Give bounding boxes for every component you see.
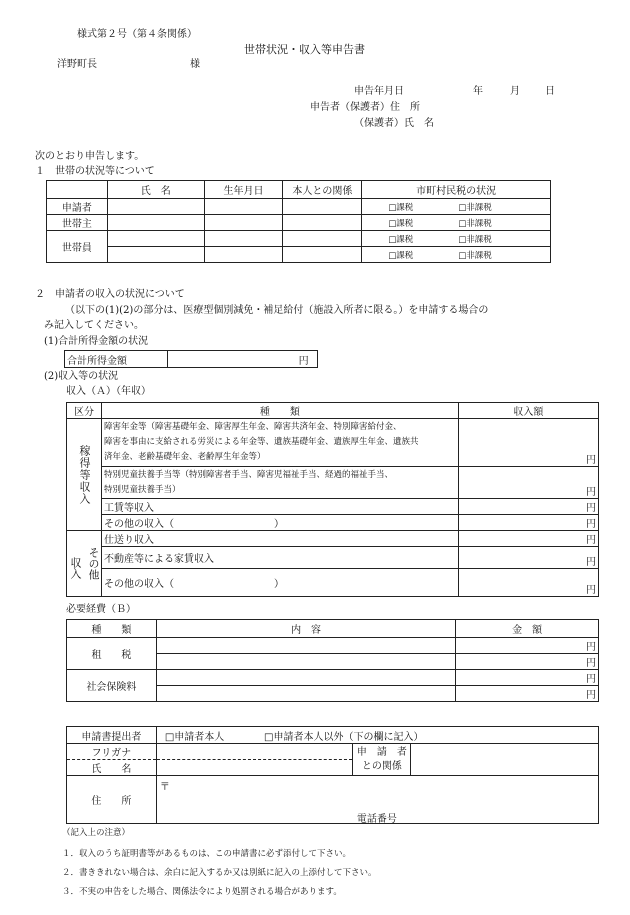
col-tax-status: 市町村民税の状況 bbox=[362, 181, 551, 199]
yen-unit: 円 bbox=[586, 519, 596, 530]
wages-label: 工賃等収入 bbox=[102, 499, 459, 515]
submitter-self-checkbox[interactable]: □申請者本人 bbox=[164, 731, 225, 743]
note-3: ３．不実の申告をした場合、関係法令により処罰される場合があります。 bbox=[62, 887, 342, 897]
taxed-checkbox[interactable]: □課税 bbox=[388, 234, 414, 245]
pension-line-2: 障害を事由に支給される労災による年金等、遺族基礎年金、遺族厚生年金、遺族共 bbox=[104, 437, 419, 447]
yen-unit: 円 bbox=[586, 642, 596, 653]
addressee: 洋野町長 bbox=[57, 59, 97, 70]
col-expense-amount: 金 額 bbox=[456, 620, 599, 638]
cell-input[interactable] bbox=[107, 247, 204, 263]
other-income-amount-2[interactable] bbox=[458, 569, 598, 597]
relation-label bbox=[353, 744, 411, 776]
expense-table bbox=[66, 619, 599, 702]
remittance-label: 仕送り収入 bbox=[102, 531, 459, 547]
notes-title: （記入上の注意） bbox=[62, 828, 131, 838]
cell-input[interactable] bbox=[204, 247, 283, 263]
section2-title: ２ 申請者の収入の状況について bbox=[35, 289, 185, 300]
cell-input[interactable] bbox=[283, 199, 362, 215]
subsection1-title: (1)合計所得金額の状況 bbox=[44, 336, 149, 347]
submitter-other-checkbox[interactable]: □申請者本人以外（下の欄に記入） bbox=[264, 731, 424, 743]
row-applicant: 申請者 bbox=[47, 199, 108, 215]
cell-input[interactable] bbox=[107, 199, 204, 215]
group-other-line-1: その他 bbox=[87, 547, 100, 580]
subsection2-title: (2)収入等の状況 bbox=[44, 371, 119, 382]
page-title: 世帯状況・収入等申告書 bbox=[244, 43, 365, 56]
social-content-2[interactable] bbox=[156, 686, 455, 702]
row-member: 世帯員 bbox=[47, 231, 108, 263]
col-kind: 種 類 bbox=[102, 403, 459, 419]
yen-unit: 円 bbox=[586, 535, 596, 546]
tax-label: 租 税 bbox=[67, 638, 157, 670]
furigana-input[interactable] bbox=[156, 744, 353, 760]
applicant-name-label: （保護者）氏 名 bbox=[354, 118, 434, 129]
day-label: 日 bbox=[545, 86, 555, 97]
household-table bbox=[46, 180, 551, 263]
group-other-line-2: 収入 bbox=[69, 556, 82, 579]
tax-amount-1[interactable] bbox=[456, 638, 599, 654]
form-number: 様式第２号（第４条関係） bbox=[77, 29, 197, 40]
section1-title: １ 世帯の状況等について bbox=[35, 166, 155, 177]
allowance-line-1: 特別児童扶養手当等（特別障害者手当、障害児福祉手当、経過的福祉手当、 bbox=[104, 469, 394, 480]
social-amount-1[interactable] bbox=[456, 670, 599, 686]
relation-label-1: 申 請 者 bbox=[356, 746, 407, 758]
social-amount-2[interactable] bbox=[456, 686, 599, 702]
col-name: 氏 名 bbox=[107, 181, 204, 199]
taxed-checkbox[interactable]: □課税 bbox=[388, 250, 414, 261]
tax-amount-2[interactable] bbox=[456, 654, 599, 670]
remittance-amount[interactable] bbox=[458, 531, 598, 547]
cell-input[interactable] bbox=[204, 231, 283, 247]
rent-label: 不動産等による家賃収入 bbox=[102, 547, 459, 569]
name-label: 氏 名 bbox=[67, 760, 157, 776]
yen-unit: 円 bbox=[586, 487, 596, 498]
total-income-label: 合計所得金額 bbox=[65, 351, 168, 368]
section2-note-1: （以下の(1)(2)の部分は、医療型個別減免・補足給付（施設入所者に限る。）を申請する場合の bbox=[65, 305, 489, 316]
tax-content-2[interactable] bbox=[156, 654, 455, 670]
other-income-amount-1[interactable] bbox=[458, 515, 598, 531]
yen-unit: 円 bbox=[586, 503, 596, 514]
exempt-checkbox[interactable]: □非課税 bbox=[458, 218, 492, 229]
relation-input[interactable] bbox=[411, 744, 599, 776]
other-income-label-1: その他の収入（ ） bbox=[102, 515, 459, 531]
cell-input[interactable] bbox=[107, 231, 204, 247]
row-householder: 世帯主 bbox=[47, 215, 108, 231]
address-input[interactable] bbox=[156, 776, 598, 824]
col-birthdate: 生年月日 bbox=[204, 181, 283, 199]
name-input[interactable] bbox=[156, 760, 353, 776]
postal-mark: 〒 bbox=[159, 782, 170, 793]
col-expense-kind: 種 類 bbox=[67, 620, 157, 638]
total-income-field[interactable] bbox=[167, 351, 317, 368]
total-income-table bbox=[64, 350, 318, 368]
cell-input[interactable] bbox=[107, 215, 204, 231]
pension-line-3: 済年金、老齢基礎年金、老齢厚生年金等） bbox=[104, 452, 266, 462]
cell-input[interactable] bbox=[204, 199, 283, 215]
col-expense-content: 内 容 bbox=[156, 620, 455, 638]
addressee-honorific: 様 bbox=[190, 59, 200, 70]
yen-unit: 円 bbox=[586, 674, 596, 685]
exempt-checkbox[interactable]: □非課税 bbox=[458, 202, 492, 213]
yen-unit: 円 bbox=[586, 585, 596, 596]
social-insurance-label: 社会保険料 bbox=[67, 670, 157, 702]
cell-input[interactable] bbox=[204, 215, 283, 231]
yen-unit: 円 bbox=[586, 658, 596, 669]
submitter-label: 申請書提出者 bbox=[67, 727, 157, 744]
other-income-label-2: その他の収入（ ） bbox=[102, 569, 459, 597]
exempt-checkbox[interactable]: □非課税 bbox=[458, 234, 492, 245]
income-a-title: 収入（Ａ）（年収） bbox=[66, 386, 151, 397]
year-label: 年 bbox=[473, 86, 483, 97]
applicant-address-label: 申告者（保護者）住 所 bbox=[310, 102, 420, 113]
furigana-label: フリガナ bbox=[67, 744, 157, 760]
col-kubun: 区分 bbox=[67, 403, 102, 419]
taxed-checkbox[interactable]: □課税 bbox=[388, 218, 414, 229]
note-2: ２．書ききれない場合は、余白に記入するか又は別紙に記入の上添付して下さい。 bbox=[62, 868, 377, 878]
submitter-table bbox=[66, 726, 599, 824]
pension-line-1: 障害年金等（障害基礎年金、障害厚生年金、障害共済年金、特別障害給付金、 bbox=[104, 422, 402, 432]
yen-unit: 円 bbox=[586, 690, 596, 701]
yen-unit: 円 bbox=[298, 355, 309, 367]
cell-input[interactable] bbox=[283, 215, 362, 231]
yen-unit: 円 bbox=[586, 455, 596, 466]
cell-input[interactable] bbox=[283, 231, 362, 247]
cell-input[interactable] bbox=[283, 247, 362, 263]
wages-amount[interactable] bbox=[458, 499, 598, 515]
month-label: 月 bbox=[510, 86, 520, 97]
pension-amount[interactable] bbox=[458, 419, 598, 467]
relation-label-2: との関係 bbox=[361, 760, 402, 772]
group-other-income bbox=[67, 531, 102, 597]
allowance-amount[interactable] bbox=[458, 467, 598, 499]
date-label: 申告年月日 bbox=[354, 86, 404, 97]
tax-content-1[interactable] bbox=[156, 638, 455, 654]
rent-amount[interactable] bbox=[458, 547, 598, 569]
address-label: 住 所 bbox=[67, 776, 157, 824]
note-1: １．収入のうち証明書等があるものは、この申請書に必ず添付して下さい。 bbox=[62, 849, 352, 859]
allowance-line-2: 特別児童扶養手当） bbox=[104, 484, 181, 495]
group-earned-income: 稼得等収入 bbox=[67, 419, 102, 531]
expense-title: 必要経費（Ｂ） bbox=[66, 604, 136, 615]
social-content-1[interactable] bbox=[156, 670, 455, 686]
col-amount: 収入額 bbox=[458, 403, 598, 419]
yen-unit: 円 bbox=[586, 557, 596, 568]
col-relation: 本人との関係 bbox=[283, 181, 362, 199]
income-table bbox=[66, 402, 599, 597]
intro-text: 次のとおり申告します。 bbox=[35, 151, 145, 162]
phone-label: 電話番号 bbox=[356, 814, 397, 825]
section2-note-2: み記入してください。 bbox=[44, 320, 144, 331]
taxed-checkbox[interactable]: □課税 bbox=[388, 202, 414, 213]
exempt-checkbox[interactable]: □非課税 bbox=[458, 250, 492, 261]
